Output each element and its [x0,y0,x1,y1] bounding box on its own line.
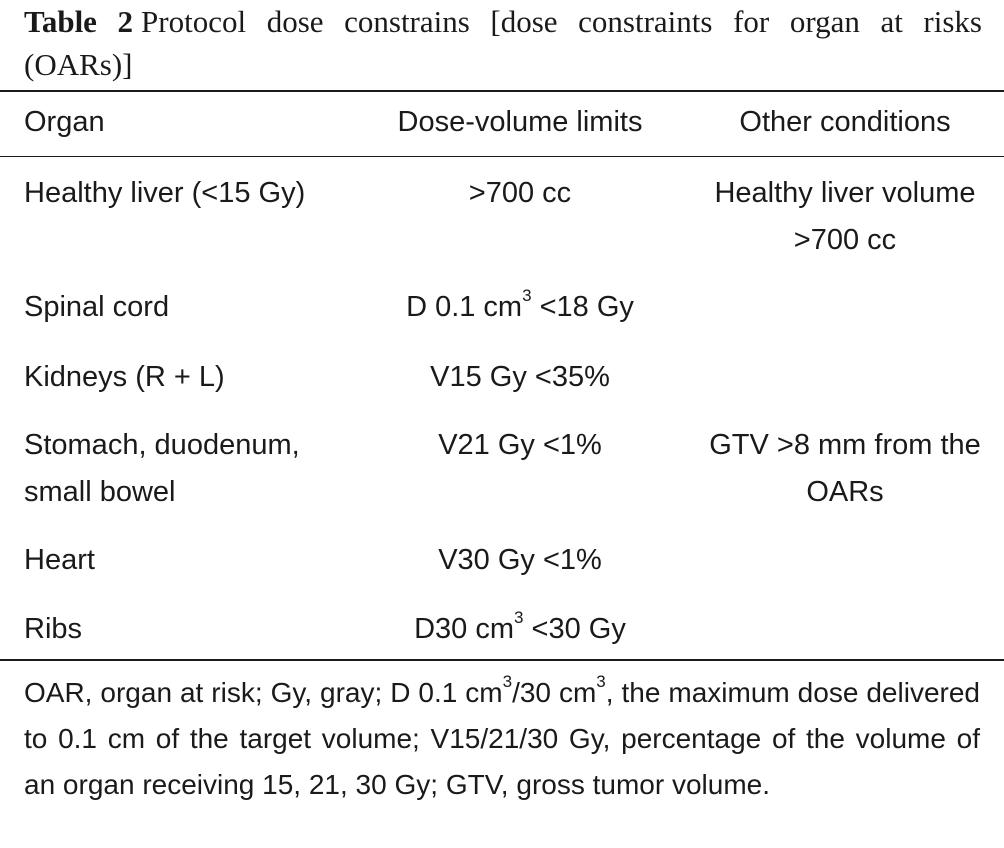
row-3-organ: Kidneys (R + L) [24,361,225,393]
table-top-rule [0,90,1004,92]
header-organ: Organ [24,106,105,138]
row-1-other: Healthy liver volume >700 cc [714,177,976,256]
row-6-limit-value: <30 Gy [523,613,626,645]
row-3-limit: V15 Gy <35% [430,361,610,393]
row-5-limit: V30 Gy <1% [438,544,602,576]
footnote-part-3: , the maximum dose delivered to 0.1 cm of the target volume; V15/21/30 Gy, percentage of the volume of an organ receiving 15, 21, 30 Gy; GTV, gross tumor volume. [24,677,980,800]
row-4-organ: Stomach, duodenum, small bowel [24,429,300,508]
table-caption-text: Protocol dose constrains [dose constraints for organ at risks (OARs)] [24,4,982,82]
row-5-organ: Heart [24,544,95,576]
row-2-limit-value: <18 Gy [531,291,634,323]
row-1-limit: >700 cc [468,177,572,209]
table-header-rule [0,156,1004,157]
footnote-superscript-2: 3 [596,672,606,691]
header-other-conditions: Other conditions [739,106,951,138]
table-caption [24,0,982,86]
row-1-organ: Healthy liver (<15 Gy) [24,177,306,209]
table-bottom-rule [0,659,1004,661]
table-caption-label: Table 2 [24,4,134,39]
table-footnote [24,670,980,808]
row-2-limit [364,284,676,331]
footnote-part-2: /30 cm [512,677,597,708]
footnote-part-1: OAR, organ at risk; Gy, gray; D 0.1 cm [24,677,503,708]
row-4-other: GTV >8 mm from the OARs [709,429,981,508]
row-2-limit-superscript: 3 [522,286,532,305]
row-2-limit-base: D 0.1 cm [406,291,523,323]
row-2-organ: Spinal cord [24,291,170,323]
footnote-superscript-1: 3 [502,672,513,691]
header-dose-volume-limits: Dose-volume limits [397,106,643,138]
row-6-limit-superscript: 3 [514,608,524,627]
row-6-organ: Ribs [24,613,83,645]
row-6-limit-base: D30 cm [414,613,515,645]
row-4-limit: V21 Gy <1% [438,429,602,461]
row-6-limit [364,606,676,653]
